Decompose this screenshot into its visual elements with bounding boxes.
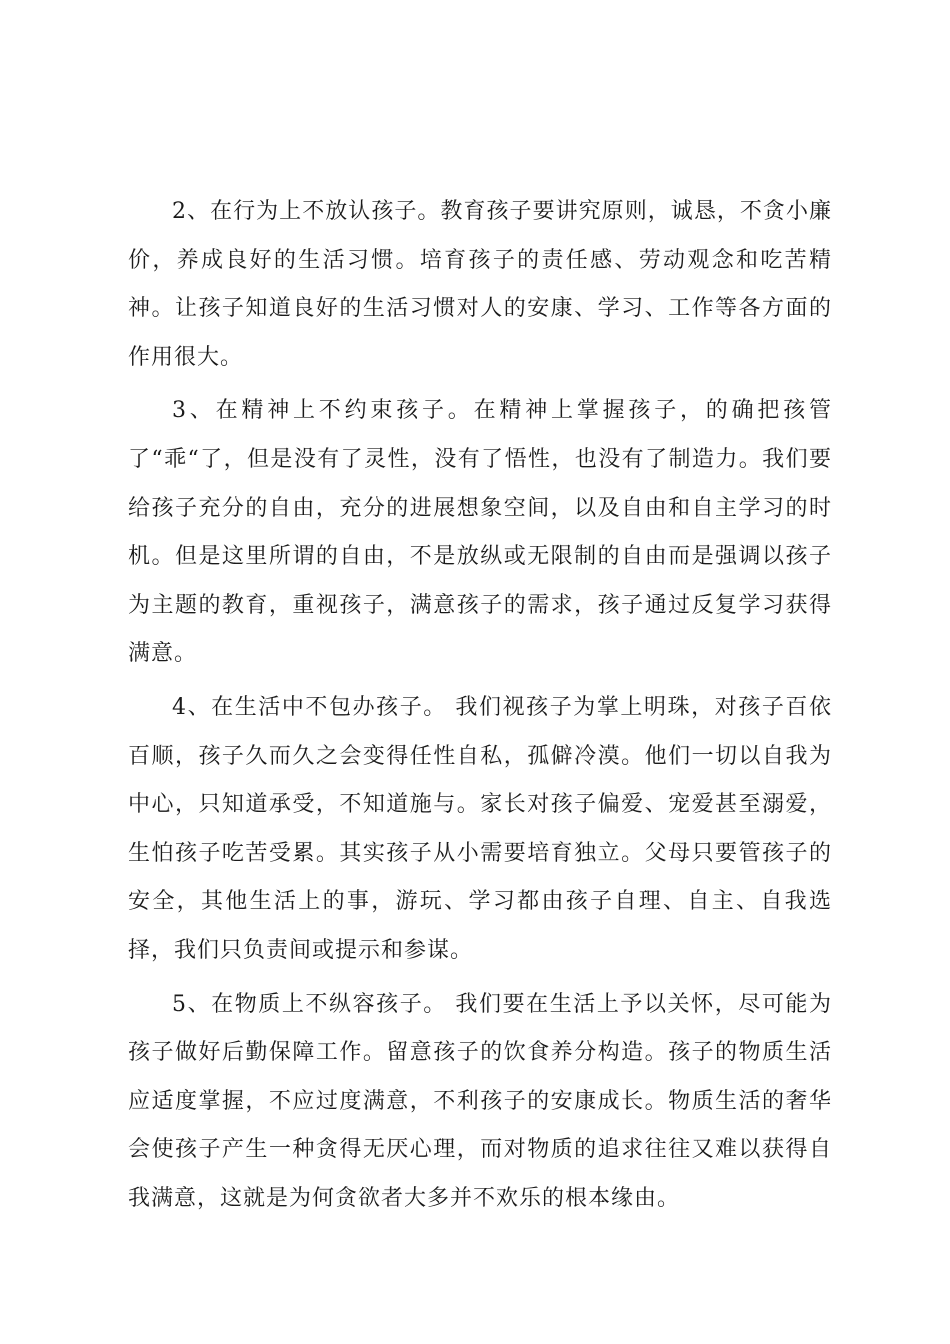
- paragraph-3: 3、在精神上不约束孩子。在精神上掌握孩子，的确把孩管了“乖“了，但是没有了灵性，没有了悟性，也没有了制造力。我们要给孩子充分的自由，充分的进展想象空间，以及自由和自主学习的时机。但是这里所谓的自由，不是放纵或无限制的自由而是强调以孩子为主题的教育，重视孩子，满意孩子的需求，孩子通过反复学习获得满意。: [128, 398, 832, 667]
- paragraph-5: 5、在物质上不纵容孩子。 我们要在生活上予以关怀，尽可能为孩子做好后勤保障工作。留意孩子的饮食养分构造。孩子的物质生活应适度掌握，不应过度满意，不利孩子的安康成长。物质生活的奢华会使孩子产生一种贪得无厌心理，而对物质的追求往往又难以获得自我满意，这就是为何贪欲者大多并不欢乐的根本缘由。: [128, 991, 832, 1211]
- paragraph-4: 4、在生活中不包办孩子。 我们视孩子为掌上明珠，对孩子百依百顺，孩子久而久之会变得任性自私，孤僻冷漠。他们一切以自我为中心，只知道承受，不知道施与。家长对孩子偏爱、宠爱甚至溺爱，生怕孩子吃苦受累。其实孩子从小需要培育独立。父母只要管孩子的安全，其他生活上的事，游玩、学习都由孩子自理、自主、自我选择，我们只负责间或提示和参谋。: [128, 694, 832, 963]
- document-body: [128, 188, 832, 1228]
- paragraph-2: 2、在行为上不放认孩子。教育孩子要讲究原则，诚恳，不贪小廉价，养成良好的生活习惯。培育孩子的责任感、劳动观念和吃苦精神。让孩子知道良好的生活习惯对人的安康、学习、工作等各方面的作用很大。: [128, 199, 832, 370]
